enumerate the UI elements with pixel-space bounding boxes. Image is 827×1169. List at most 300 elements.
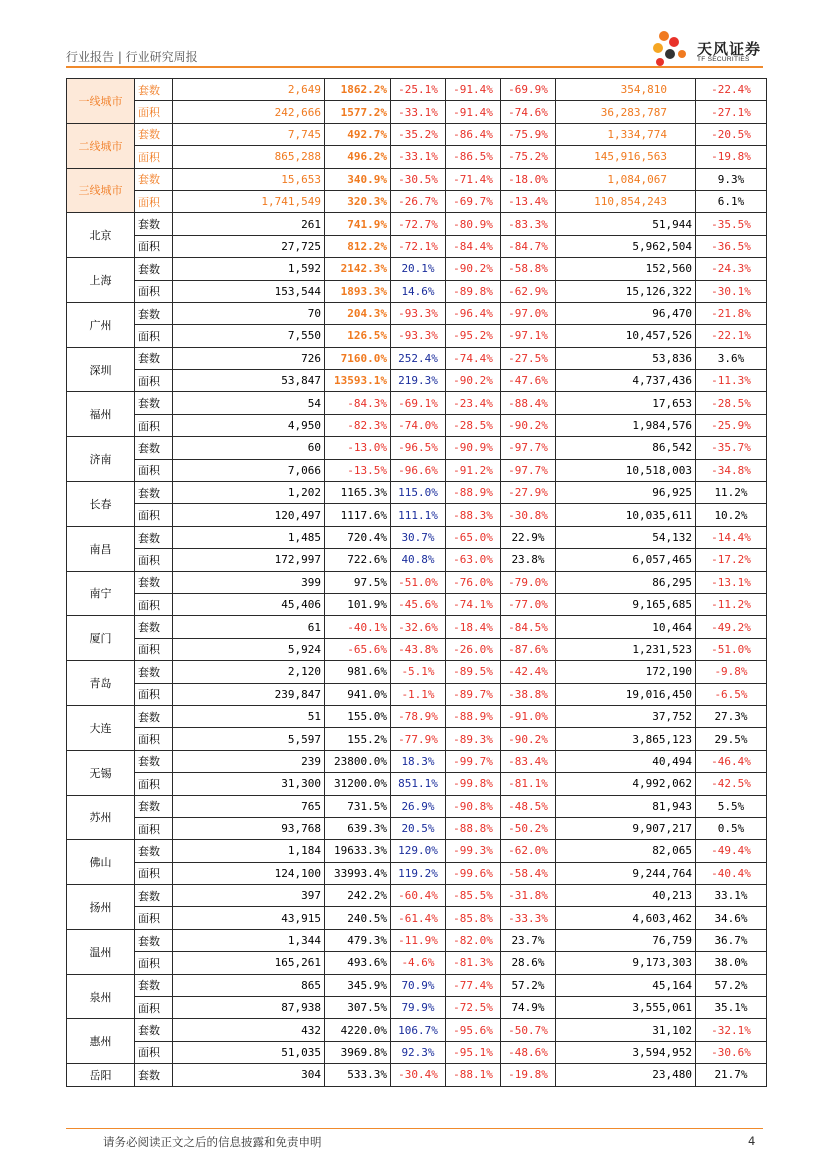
change-cell: -33.1% (391, 146, 446, 168)
change-cell: -97.7% (501, 459, 556, 481)
change-cell: -84.7% (501, 235, 556, 257)
change-cell: -33.1% (391, 101, 446, 123)
change-cell: -81.3% (446, 952, 501, 974)
change-cell: 1165.3% (325, 482, 391, 504)
change-cell: 320.3% (325, 190, 391, 212)
city-name: 温州 (67, 929, 135, 974)
cumulative-cell: 1,334,774 (556, 123, 696, 145)
change-cell: -93.3% (391, 302, 446, 324)
table-row (67, 661, 767, 683)
table-row (67, 325, 767, 347)
change-cell: -83.4% (501, 750, 556, 772)
change-cell: -11.2% (696, 593, 767, 615)
change-cell: -99.3% (446, 840, 501, 862)
metric-label: 面积 (135, 280, 173, 302)
value-cell: 399 (173, 571, 325, 593)
change-cell: 307.5% (325, 997, 391, 1019)
change-cell: -96.4% (446, 302, 501, 324)
city-name: 一线城市 (67, 79, 135, 124)
change-cell: -74.1% (446, 593, 501, 615)
value-cell: 1,344 (173, 929, 325, 951)
cumulative-cell: 4,603,462 (556, 907, 696, 929)
change-cell: -32.6% (391, 616, 446, 638)
change-cell: 57.2% (501, 974, 556, 996)
change-cell: -47.6% (501, 370, 556, 392)
change-cell: -83.3% (501, 213, 556, 235)
change-cell: -90.2% (501, 728, 556, 750)
change-cell: -46.4% (696, 750, 767, 772)
change-cell: 155.2% (325, 728, 391, 750)
change-cell: -34.8% (696, 459, 767, 481)
metric-label: 套数 (135, 213, 173, 235)
change-cell: -58.4% (501, 862, 556, 884)
metric-label: 面积 (135, 773, 173, 795)
change-cell: 20.5% (391, 817, 446, 839)
metric-label: 面积 (135, 1041, 173, 1063)
change-cell: -1.1% (391, 683, 446, 705)
metric-label: 套数 (135, 123, 173, 145)
cumulative-cell: 86,542 (556, 437, 696, 459)
city-name: 苏州 (67, 795, 135, 840)
change-cell: -30.8% (501, 504, 556, 526)
change-cell: 33.1% (696, 885, 767, 907)
table-row (67, 683, 767, 705)
change-cell: -32.1% (696, 1019, 767, 1041)
cumulative-cell: 36,283,787 (556, 101, 696, 123)
change-cell: 1577.2% (325, 101, 391, 123)
change-cell: -74.4% (446, 347, 501, 369)
metric-label: 套数 (135, 616, 173, 638)
table-row (67, 1019, 767, 1041)
cumulative-cell: 3,865,123 (556, 728, 696, 750)
table-row (67, 302, 767, 324)
value-cell: 7,066 (173, 459, 325, 481)
change-cell: -51.0% (696, 638, 767, 660)
change-cell: -99.8% (446, 773, 501, 795)
value-cell: 120,497 (173, 504, 325, 526)
value-cell: 865 (173, 974, 325, 996)
metric-label: 面积 (135, 862, 173, 884)
cumulative-cell: 10,464 (556, 616, 696, 638)
value-cell: 261 (173, 213, 325, 235)
change-cell: 79.9% (391, 997, 446, 1019)
change-cell: 731.5% (325, 795, 391, 817)
change-cell: -84.3% (325, 392, 391, 414)
change-cell: 70.9% (391, 974, 446, 996)
change-cell: -90.8% (446, 795, 501, 817)
metric-label: 套数 (135, 1019, 173, 1041)
metric-label: 套数 (135, 1064, 173, 1086)
value-cell: 15,653 (173, 168, 325, 190)
change-cell: -30.4% (391, 1064, 446, 1086)
change-cell: -49.2% (696, 616, 767, 638)
change-cell: -74.6% (501, 101, 556, 123)
change-cell: -50.2% (501, 817, 556, 839)
city-sales-table (66, 78, 767, 1087)
cumulative-cell: 152,560 (556, 258, 696, 280)
metric-label: 面积 (135, 414, 173, 436)
table-row (67, 370, 767, 392)
change-cell: -77.4% (446, 974, 501, 996)
change-cell: 14.6% (391, 280, 446, 302)
metric-label: 套数 (135, 526, 173, 548)
change-cell: 34.6% (696, 907, 767, 929)
change-cell: 23.8% (501, 549, 556, 571)
cumulative-cell: 9,173,303 (556, 952, 696, 974)
cumulative-cell: 86,295 (556, 571, 696, 593)
value-cell: 54 (173, 392, 325, 414)
change-cell: -13.1% (696, 571, 767, 593)
change-cell: 1862.2% (325, 79, 391, 101)
change-cell: 31200.0% (325, 773, 391, 795)
metric-label: 套数 (135, 840, 173, 862)
change-cell: 28.6% (501, 952, 556, 974)
change-cell: -90.2% (501, 414, 556, 436)
change-cell: -90.9% (446, 437, 501, 459)
page-number: 4 (748, 1134, 756, 1148)
change-cell: -77.9% (391, 728, 446, 750)
value-cell: 765 (173, 795, 325, 817)
city-name: 扬州 (67, 885, 135, 930)
change-cell: -20.5% (696, 123, 767, 145)
change-cell: -69.7% (446, 190, 501, 212)
cumulative-cell: 82,065 (556, 840, 696, 862)
change-cell: -91.4% (446, 79, 501, 101)
change-cell: 493.6% (325, 952, 391, 974)
cumulative-cell: 6,057,465 (556, 549, 696, 571)
cumulative-cell: 54,132 (556, 526, 696, 548)
value-cell: 51,035 (173, 1041, 325, 1063)
change-cell: 4220.0% (325, 1019, 391, 1041)
footer-rule (66, 1128, 763, 1129)
change-cell: -75.9% (501, 123, 556, 145)
logo-petal-icon (653, 43, 663, 53)
value-cell: 153,544 (173, 280, 325, 302)
logo-subtitle: TF SECURITIES (697, 56, 750, 63)
change-cell: -24.3% (696, 258, 767, 280)
value-cell: 239,847 (173, 683, 325, 705)
change-cell: -30.5% (391, 168, 446, 190)
change-cell: -6.5% (696, 683, 767, 705)
table-row (67, 213, 767, 235)
cumulative-cell: 354,810 (556, 79, 696, 101)
table-row (67, 638, 767, 660)
table-row (67, 997, 767, 1019)
table-row (67, 728, 767, 750)
table-row (67, 593, 767, 615)
change-cell: -84.4% (446, 235, 501, 257)
change-cell: 36.7% (696, 929, 767, 951)
metric-label: 面积 (135, 504, 173, 526)
change-cell: 5.5% (696, 795, 767, 817)
change-cell: -9.8% (696, 661, 767, 683)
metric-label: 面积 (135, 549, 173, 571)
cumulative-cell: 3,555,061 (556, 997, 696, 1019)
change-cell: 30.7% (391, 526, 446, 548)
value-cell: 53,847 (173, 370, 325, 392)
change-cell: -49.4% (696, 840, 767, 862)
cumulative-cell: 23,480 (556, 1064, 696, 1086)
metric-label: 套数 (135, 929, 173, 951)
change-cell: 119.2% (391, 862, 446, 884)
change-cell: 40.8% (391, 549, 446, 571)
cumulative-cell: 31,102 (556, 1019, 696, 1041)
change-cell: -30.6% (696, 1041, 767, 1063)
cumulative-cell: 10,035,611 (556, 504, 696, 526)
city-name: 青岛 (67, 661, 135, 706)
change-cell: 115.0% (391, 482, 446, 504)
change-cell: -60.4% (391, 885, 446, 907)
city-name: 广州 (67, 302, 135, 347)
change-cell: -95.1% (446, 1041, 501, 1063)
table-row (67, 101, 767, 123)
cumulative-cell: 1,231,523 (556, 638, 696, 660)
change-cell: -91.0% (501, 705, 556, 727)
change-cell: 345.9% (325, 974, 391, 996)
change-cell: 722.6% (325, 549, 391, 571)
cumulative-cell: 51,944 (556, 213, 696, 235)
change-cell: -25.9% (696, 414, 767, 436)
change-cell: 18.3% (391, 750, 446, 772)
table-row (67, 817, 767, 839)
change-cell: 3969.8% (325, 1041, 391, 1063)
cumulative-cell: 1,984,576 (556, 414, 696, 436)
value-cell: 397 (173, 885, 325, 907)
metric-label: 面积 (135, 459, 173, 481)
change-cell: -75.2% (501, 146, 556, 168)
change-cell: -96.5% (391, 437, 446, 459)
cumulative-cell: 76,759 (556, 929, 696, 951)
logo-petal-icon (656, 58, 664, 66)
city-name: 南宁 (67, 571, 135, 616)
metric-label: 面积 (135, 325, 173, 347)
change-cell: -17.2% (696, 549, 767, 571)
value-cell: 31,300 (173, 773, 325, 795)
change-cell: -51.0% (391, 571, 446, 593)
cumulative-cell: 96,925 (556, 482, 696, 504)
change-cell: 479.3% (325, 929, 391, 951)
change-cell: -33.3% (501, 907, 556, 929)
table-row (67, 190, 767, 212)
table-row (67, 907, 767, 929)
metric-label: 面积 (135, 997, 173, 1019)
change-cell: 74.9% (501, 997, 556, 1019)
change-cell: -88.1% (446, 1064, 501, 1086)
table-row (67, 437, 767, 459)
change-cell: 111.1% (391, 504, 446, 526)
metric-label: 套数 (135, 974, 173, 996)
change-cell: -58.8% (501, 258, 556, 280)
change-cell: -36.5% (696, 235, 767, 257)
table-row (67, 258, 767, 280)
value-cell: 27,725 (173, 235, 325, 257)
change-cell: -13.4% (501, 190, 556, 212)
value-cell: 1,485 (173, 526, 325, 548)
change-cell: 1893.3% (325, 280, 391, 302)
cumulative-cell: 10,518,003 (556, 459, 696, 481)
city-name: 济南 (67, 437, 135, 482)
change-cell: -99.6% (446, 862, 501, 884)
change-cell: 126.5% (325, 325, 391, 347)
change-cell: -30.1% (696, 280, 767, 302)
cumulative-cell: 9,165,685 (556, 593, 696, 615)
value-cell: 4,950 (173, 414, 325, 436)
city-name: 北京 (67, 213, 135, 258)
change-cell: -18.4% (446, 616, 501, 638)
change-cell: 20.1% (391, 258, 446, 280)
change-cell: 941.0% (325, 683, 391, 705)
footer-disclaimer: 请务必阅读正文之后的信息披露和免责申明 (103, 1135, 322, 1149)
change-cell: 155.0% (325, 705, 391, 727)
change-cell: -19.8% (501, 1064, 556, 1086)
metric-label: 面积 (135, 638, 173, 660)
change-cell: 533.3% (325, 1064, 391, 1086)
change-cell: 492.7% (325, 123, 391, 145)
table-body (67, 79, 767, 1087)
metric-label: 套数 (135, 302, 173, 324)
value-cell: 43,915 (173, 907, 325, 929)
table-row (67, 504, 767, 526)
city-name: 二线城市 (67, 123, 135, 168)
city-name: 惠州 (67, 1019, 135, 1064)
city-name: 深圳 (67, 347, 135, 392)
cumulative-cell: 3,594,952 (556, 1041, 696, 1063)
change-cell: 851.1% (391, 773, 446, 795)
change-cell: -38.8% (501, 683, 556, 705)
change-cell: -72.5% (446, 997, 501, 1019)
table-row (67, 773, 767, 795)
change-cell: -89.7% (446, 683, 501, 705)
value-cell: 5,597 (173, 728, 325, 750)
value-cell: 7,745 (173, 123, 325, 145)
metric-label: 套数 (135, 661, 173, 683)
value-cell: 1,741,549 (173, 190, 325, 212)
change-cell: 13593.1% (325, 370, 391, 392)
cumulative-cell: 4,992,062 (556, 773, 696, 795)
metric-label: 套数 (135, 79, 173, 101)
change-cell: -85.8% (446, 907, 501, 929)
change-cell: -72.1% (391, 235, 446, 257)
value-cell: 304 (173, 1064, 325, 1086)
metric-label: 套数 (135, 392, 173, 414)
change-cell: -80.9% (446, 213, 501, 235)
table-row (67, 1064, 767, 1086)
change-cell: -27.1% (696, 101, 767, 123)
value-cell: 1,592 (173, 258, 325, 280)
change-cell: 92.3% (391, 1041, 446, 1063)
table-row (67, 840, 767, 862)
change-cell: -63.0% (446, 549, 501, 571)
cumulative-cell: 45,164 (556, 974, 696, 996)
change-cell: -88.9% (446, 705, 501, 727)
change-cell: -69.9% (501, 79, 556, 101)
logo-petal-icon (678, 50, 686, 58)
change-cell: -97.1% (501, 325, 556, 347)
change-cell: -79.0% (501, 571, 556, 593)
value-cell: 242,666 (173, 101, 325, 123)
city-name: 岳阳 (67, 1064, 135, 1086)
city-name: 厦门 (67, 616, 135, 661)
change-cell: -96.6% (391, 459, 446, 481)
city-name: 佛山 (67, 840, 135, 885)
change-cell: -11.3% (696, 370, 767, 392)
value-cell: 45,406 (173, 593, 325, 615)
change-cell: 11.2% (696, 482, 767, 504)
metric-label: 套数 (135, 437, 173, 459)
value-cell: 7,550 (173, 325, 325, 347)
change-cell: 7160.0% (325, 347, 391, 369)
change-cell: -13.5% (325, 459, 391, 481)
change-cell: 38.0% (696, 952, 767, 974)
change-cell: -25.1% (391, 79, 446, 101)
cumulative-cell: 5,962,504 (556, 235, 696, 257)
change-cell: -71.4% (446, 168, 501, 190)
change-cell: -18.0% (501, 168, 556, 190)
metric-label: 套数 (135, 885, 173, 907)
table-row (67, 459, 767, 481)
change-cell: -81.1% (501, 773, 556, 795)
change-cell: -35.2% (391, 123, 446, 145)
table-row (67, 168, 767, 190)
cumulative-cell: 145,916,563 (556, 146, 696, 168)
change-cell: -91.2% (446, 459, 501, 481)
change-cell: -91.4% (446, 101, 501, 123)
value-cell: 2,649 (173, 79, 325, 101)
cumulative-cell: 81,943 (556, 795, 696, 817)
change-cell: -21.8% (696, 302, 767, 324)
city-name: 三线城市 (67, 168, 135, 213)
table-row (67, 616, 767, 638)
change-cell: 0.5% (696, 817, 767, 839)
change-cell: 10.2% (696, 504, 767, 526)
change-cell: -85.5% (446, 885, 501, 907)
change-cell: 101.9% (325, 593, 391, 615)
value-cell: 172,997 (173, 549, 325, 571)
change-cell: 496.2% (325, 146, 391, 168)
change-cell: -42.4% (501, 661, 556, 683)
change-cell: -89.8% (446, 280, 501, 302)
change-cell: 21.7% (696, 1064, 767, 1086)
change-cell: 340.9% (325, 168, 391, 190)
cumulative-cell: 17,653 (556, 392, 696, 414)
cumulative-cell: 1,084,067 (556, 168, 696, 190)
value-cell: 726 (173, 347, 325, 369)
change-cell: -65.6% (325, 638, 391, 660)
value-cell: 1,202 (173, 482, 325, 504)
table-row (67, 862, 767, 884)
change-cell: -27.5% (501, 347, 556, 369)
table-row (67, 482, 767, 504)
metric-label: 面积 (135, 952, 173, 974)
change-cell: -62.0% (501, 840, 556, 862)
change-cell: -89.3% (446, 728, 501, 750)
table-row (67, 929, 767, 951)
change-cell: -72.7% (391, 213, 446, 235)
value-cell: 2,120 (173, 661, 325, 683)
metric-label: 面积 (135, 683, 173, 705)
cumulative-cell: 37,752 (556, 705, 696, 727)
change-cell: -13.0% (325, 437, 391, 459)
table-row (67, 392, 767, 414)
value-cell: 87,938 (173, 997, 325, 1019)
change-cell: -42.5% (696, 773, 767, 795)
table-row (67, 750, 767, 772)
table-row (67, 123, 767, 145)
change-cell: -43.8% (391, 638, 446, 660)
table-row (67, 235, 767, 257)
change-cell: 240.5% (325, 907, 391, 929)
change-cell: -87.6% (501, 638, 556, 660)
